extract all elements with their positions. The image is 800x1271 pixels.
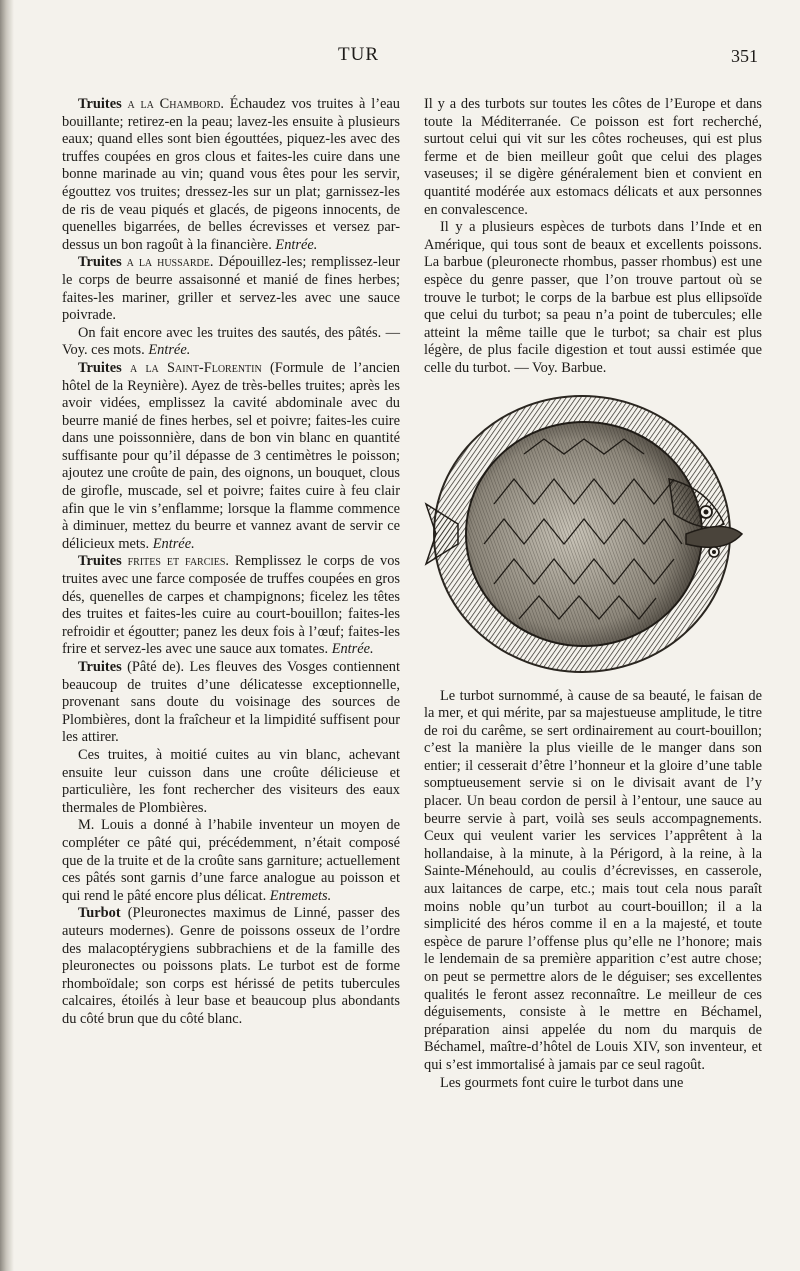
entry-truites-pate: Truites (Pâté de). Les fleuves des Vosges contiennent beaucoup de truites d’une délicatesse exceptionnelle, provenant sans doute du voisinage des sources de Plombières, dont la fraîcheur et la limpidité suffisent pour les attirer. — [62, 659, 400, 746]
running-head: TUR — [338, 44, 379, 65]
left-column — [62, 96, 400, 1028]
entry-truites-chambord: Truites a la Chambord. Échaudez vos truites à l’eau bouillante; retirez-en la peau; lavez-les ensuite à plusieurs eaux; quand elles sont bien égouttées, piquez-les avec des truffes coupées en gros clous et faites-les cuire dans une bonne marinade au vin; quand vous êtes pour les servir, égouttez vos truites; dressez-les sur un plat; garnissez-les de ris de veau piqués et glacés, de pigeons innocents, de quenelles bigarrées, de belles écrevisses et versez par-dessus un bon ragoût à la financière. Entrée. — [62, 96, 400, 253]
entry-truites-frites-farcies: Truites frites et farcies. Remplissez le corps de vos truites avec une farce composée de truffes coupées en gros dés, quenelles de carpes et champignons; ficelez les têtes des truites et faites-les cuire au court-bouillon; faites-les refroidir et égoutter; panez les deux fois à l’œuf; faites-les frire et servez-les avec une sauce aux tomates. Entrée. — [62, 553, 401, 658]
entry-truites-saint-florentin: Truites a la Saint-Florentin (Formule de l’ancien hôtel de la Reynière). Ayez de très-belles truites; après les avoir vidées, emplissez la cavité abdominale avec du beurre manié de fines herbes, sel et poivre; faites-les cuire dans une poissonnière, dans de bon vin blanc en quantité suffisante pour qu’il dépasse de 3 centimètres le poisson; ajoutez une croûte de pain, des oignons, un bouquet, clous de girofle, muscade, sel et poivre; faites cuire à feu clair afin que le vin s’enflamme; lorsque la flamme commence à diminuer, mettez du beurre et vannez avant de servir ce délicieux mets. Entrée. — [62, 359, 400, 552]
paragraph-turbot-species: Il y a plusieurs espèces de turbots dans l’Inde et en Amérique, qui tous sont de beaux et excellents poissons. La barbue (pleuronecte rhombus, passer rhombus) est une espèce du genre passer, que l’on trouve partout où se trouve le turbot; le corps de la barbue est plus ellipsoïde que celui du turbot; sa peau n’a point de tubercules; elle atteint la même taille que le turbot; sa chair est plus légère, de plus facile digestion et tout aussi estimée que celle du turbot. — Voy. Barbue. — [424, 219, 762, 376]
page-gutter-shadow — [0, 0, 14, 1271]
paragraph-turbot-habitat: Il y a des turbots sur toutes les côtes de l’Europe et dans toute la Méditerranée. Ce poisson est fort recherché, surtout celui qui vit sur les côtes rocheuses, qui est plus ferme et de bien meilleur goût que celui des plages vaseuses; il se digère généralement bien et convient en quantité modérée aux estomacs délicats et aux personnes en convalescence. — [424, 96, 762, 218]
paragraph-gourmets: Les gourmets font cuire le turbot dans une — [440, 1074, 684, 1091]
paragraph-plombieres: Ces truites, à moitié cuites au vin blanc, achevant ensuite leur cuisson dans une croûte délicieuse et particulière, les font rechercher des visiteurs des eaux thermales de Plombières. — [62, 746, 400, 816]
page-header — [0, 44, 800, 74]
turbot-fish-illustration-icon — [424, 384, 762, 684]
page-number: 351 — [731, 46, 758, 66]
paragraph-turbot-roi-du-careme: Le turbot surnommé, à cause de sa beauté, le faisan de la mer, et qui mérite, par sa majestueuse amplitude, le titre de roi du carême, se sert ordinairement au court-bouillon; c’est la manière la plus vieille de le manger dans son entier; il cesserait d’être l’honneur et la gloire d’une table somptueusement servie si on le divisait avant de l’y placer. Un beau cordon de persil à l’entour, une sauce au beurre servie à part, voilà ses seuls accompagnements. Ceux qui veulent varier les services l’apprêtent à la hollandaise, à la minute, à la Périgord, à la reine, à la Sainte-Ménehould, au coulis d’écrevisses, en casserole, aux laitances de carpe, etc.; mais tout cela nous paraît moins noble qu’un turbot au court-bouillon; il a la simplicité des héros comme il en a la majesté, et toute espèce de parure l’offense plus qu’elle ne l’honore; mais le lendemain de sa première apparition c’est autre chose; on peut se permettre alors de le déguiser; ses excellentes qualités le feront assez reconnaître. Le meilleur de ces déguisements, consiste à le mettre en Béchamel, préparation ainsi appelée du nom du marquis de Béchamel, maître-d’hôtel de Louis XIV, son inventeur, et qui s’est immortalisé à jamais par ce seul ragoût. — [424, 687, 762, 1073]
paragraph-m-louis: M. Louis a donné à l’habile inventeur un moyen de compléter ce pâté qui, précédemment, n’était composé que de la truite et de la croûte sans garniture; actuellement ces pâtés sont garnis d’une farce analogue au poisson et qui rend le pâté encore plus délicat. Entremets. — [62, 817, 400, 904]
note-sautes-pates: On fait encore avec les truites des sautés, des pâtés. — Voy. ces mots. Entrée. — [62, 324, 400, 359]
entry-turbot: Turbot (Pleuronectes maximus de Linné, passer des auteurs modernes). Genre de poissons osseux de l’ordre des malacoptérygiens subbrachiens et de la famille des pleuronectes ou poissons plats. Le turbot est de forme rhomboïdale; son corps est hérissé de petits tubercules calcaires, étoilés à leur base et beaucoup plus abondants du côté brun que du côté blanc. — [62, 905, 400, 1027]
right-column — [424, 96, 762, 1092]
entry-truites-hussarde: Truites a la hussarde. Dépouillez-les; remplissez-leur le corps de beurre assaisonné et manié de fines herbes; faites-les mariner, griller et servez-les avec une sauce poivrade. — [62, 254, 400, 324]
